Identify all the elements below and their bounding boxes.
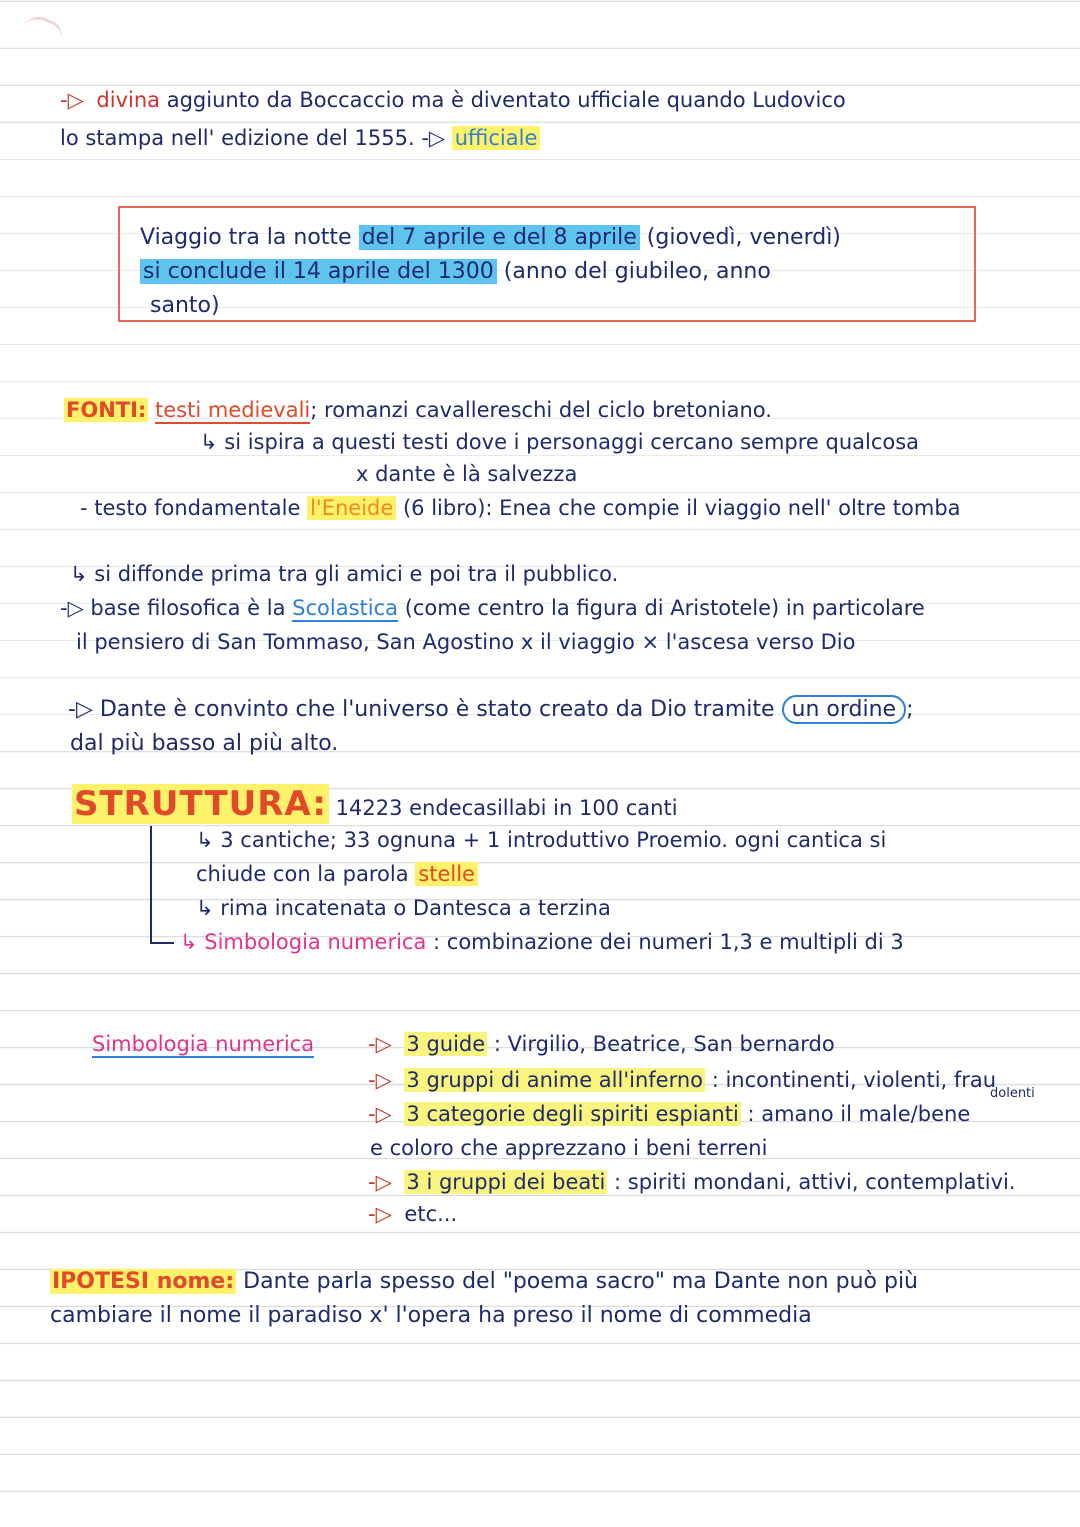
fonti-sub-2-text: x dante è là salvezza <box>356 462 578 486</box>
simbologia-item-1-rest: : incontinenti, violenti, frau <box>711 1068 997 1092</box>
box-line-1-end: (giovedì, venerdì) <box>646 225 841 250</box>
eneide-line <box>80 494 961 522</box>
ipotesi-line-1 <box>50 1268 918 1296</box>
diffonde-text: ↳ si diffonde prima tra gli amici e poi tra il pubblico. <box>70 562 619 586</box>
pensiero-line <box>76 628 855 656</box>
struttura-sub-1 <box>196 826 886 854</box>
simbologia-item-5 <box>368 1200 457 1228</box>
fonti-sub-2 <box>356 460 577 488</box>
base-end: (come centro la figura di Aristotele) in particolare <box>404 596 925 620</box>
ipotesi-line-2-text: cambiare il nome il paradiso x' l'opera ha preso il nome di commedia <box>50 1303 812 1328</box>
ipotesi-heading: IPOTESI nome: <box>52 1269 235 1294</box>
simbologia-item-4-rest: : spiriti mondani, attivi, contemplativi. <box>614 1170 1016 1194</box>
divina-line-1-text: aggiunto da Boccaccio ma è diventato ufficiale quando Ludovico <box>166 88 846 112</box>
universo-line-1 <box>68 696 914 724</box>
struttura-sub-2 <box>196 860 478 888</box>
un-ordine-circled: un ordine <box>782 695 907 724</box>
divina-line-2 <box>60 124 540 152</box>
divina-line-1 <box>60 86 846 114</box>
struttura-sub-3-text: ↳ rima incatenata o Dantesca a terzina <box>196 896 611 920</box>
arrow-icon: -▷ <box>368 1170 392 1194</box>
arrow-icon: -▷ <box>368 1202 392 1226</box>
box-conclusion-highlight: si conclude il 14 aprile del 1300 <box>140 259 497 284</box>
fonti-line <box>64 396 772 424</box>
dolenti-text: dolenti <box>990 1086 1035 1101</box>
box-line-2 <box>140 258 771 286</box>
ipotesi-line-2 <box>50 1302 812 1330</box>
fonti-medievali: testi medievali <box>155 398 311 422</box>
pensiero-text: il pensiero di San Tommaso, San Agostino x il viaggio × l'ascesa verso Dio <box>76 630 856 654</box>
arrow-icon: -▷ <box>60 88 84 112</box>
base-line <box>60 594 925 622</box>
base-start: -▷ base filosofica è la <box>60 596 286 620</box>
simbologia-item-0-highlight: 3 guide <box>406 1032 486 1056</box>
struttura-bracket <box>150 826 174 944</box>
box-line-2-end: (anno del giubileo, anno <box>503 259 771 284</box>
universo-line-2-text: dal più basso al più alto. <box>70 731 339 756</box>
simbologia-item-2-rest: : amano il male/bene <box>747 1102 971 1126</box>
fonti-heading: FONTI: <box>66 398 147 422</box>
box-line-1 <box>140 224 841 252</box>
simbologia-sub-label: ↳ Simbologia numerica <box>180 930 427 954</box>
struttura-sub-1-text: ↳ 3 cantiche; 33 ognuna + 1 introduttivo Proemio. ogni cantica si <box>196 828 887 852</box>
corner-doodle <box>18 12 67 57</box>
stelle-highlight: stelle <box>415 862 478 886</box>
simbologia-item-2 <box>368 1100 970 1128</box>
simbologia-item-1-highlight: 3 gruppi di anime all'inferno <box>406 1068 703 1092</box>
simbologia-item-0-rest: : Virgilio, Beatrice, San bernardo <box>493 1032 835 1056</box>
struttura-sub-4 <box>180 928 904 956</box>
fonti-sub-1-text: ↳ si ispira a questi testi dove i personaggi cercano sempre qualcosa <box>200 430 920 454</box>
arrow-icon: -▷ <box>368 1068 392 1092</box>
simbologia-heading: Simbologia numerica <box>92 1032 315 1056</box>
box-line-3-text: santo) <box>150 293 220 318</box>
arrow-icon: -▷ <box>368 1032 392 1056</box>
fonti-rest: ; romanzi cavallereschi del ciclo bretoniano. <box>310 398 772 422</box>
struttura-line <box>72 784 678 828</box>
divina-line-2-text: lo stampa nell' edizione del 1555. -▷ <box>60 126 446 150</box>
box-line-1-start: Viaggio tra la notte <box>140 225 352 250</box>
box-line-3 <box>150 292 220 320</box>
divina-word: divina <box>96 88 161 112</box>
ufficiale-highlight: ufficiale <box>452 126 541 150</box>
eneide-end: (6 libro): Enea che compie il viaggio nell' oltre tomba <box>402 496 961 520</box>
simbologia-item-1 <box>368 1066 996 1094</box>
struttura-sub-2-text: chiude con la parola <box>196 862 409 886</box>
fonti-sub-1 <box>200 428 919 456</box>
simbologia-item-4 <box>368 1168 1016 1196</box>
universo-end: ; <box>906 697 914 722</box>
simbologia-item-0 <box>368 1030 835 1058</box>
universo-line-2 <box>70 730 338 758</box>
simbologia-item-3-rest: e coloro che apprezzano i beni terreni <box>370 1136 768 1160</box>
arrow-icon: -▷ <box>368 1102 392 1126</box>
universo-start: -▷ Dante è convinto che l'universo è stato creato da Dio tramite <box>68 697 775 722</box>
struttura-heading: STRUTTURA: <box>74 784 327 824</box>
struttura-rest: 14223 endecasillabi in 100 canti <box>335 796 678 820</box>
eneide-highlight: l'Eneide <box>307 496 396 520</box>
struttura-sub-4-text: : combinazione dei numeri 1,3 e multipli di 3 <box>433 930 904 954</box>
eneide-start: - testo fondamentale <box>80 496 301 520</box>
diffonde-line <box>70 560 618 588</box>
box-dates-highlight: del 7 aprile e del 8 aprile <box>359 225 640 250</box>
simbologia-item-5-rest: etc... <box>404 1202 458 1226</box>
simbologia-heading-line <box>92 1030 314 1058</box>
simbologia-item-2-highlight: 3 categorie degli spiriti espianti <box>406 1102 739 1126</box>
simbologia-item-4-highlight: 3 i gruppi dei beati <box>406 1170 606 1194</box>
scolastica-word: Scolastica <box>292 596 398 620</box>
struttura-sub-3 <box>196 894 611 922</box>
simbologia-item-3 <box>370 1134 767 1162</box>
dolenti-note <box>990 1086 1035 1102</box>
ipotesi-line-1-text: Dante parla spesso del "poema sacro" ma Dante non può più <box>243 1269 919 1294</box>
